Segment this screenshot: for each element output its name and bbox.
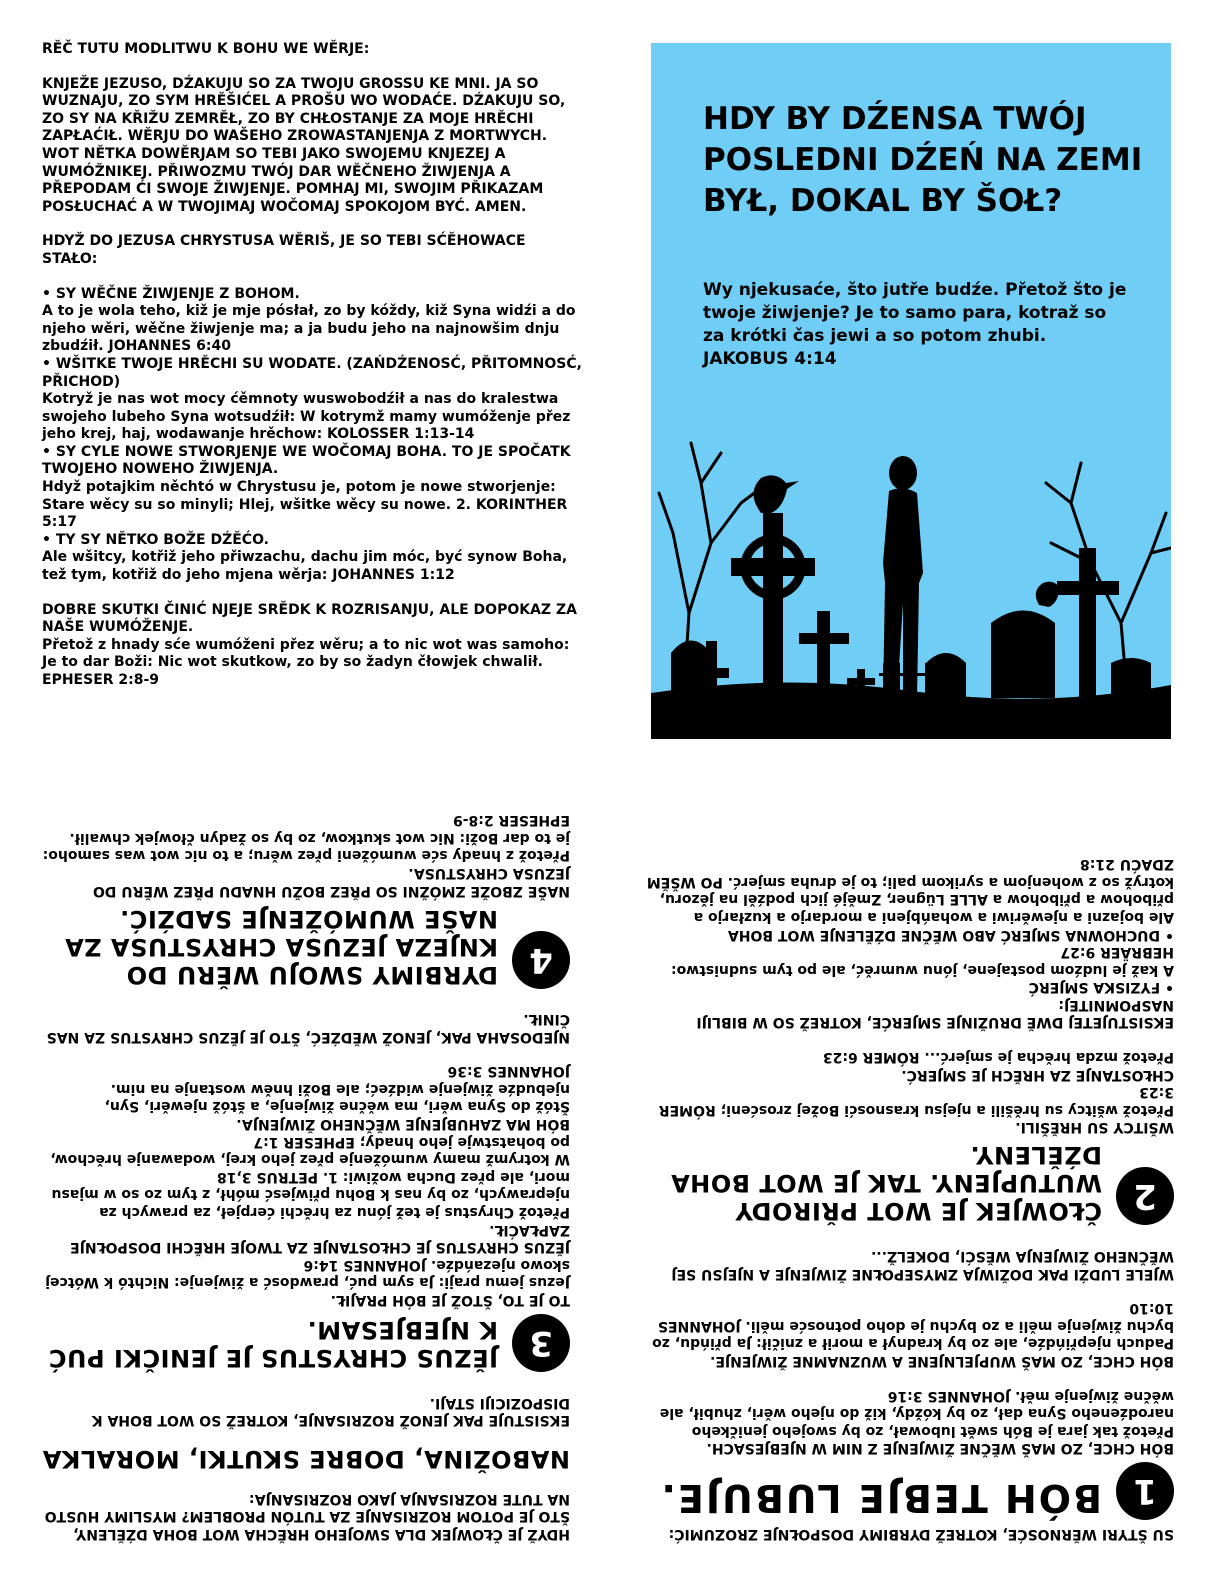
step-title: DYRBIMY SWOJU WĚRU DO KNJEZA JEZUSA CHRYSTUSA ZA NAŠE WUMÓŽENJE SADŹIĆ. xyxy=(64,904,498,989)
step-title: JĚZUS CHRYSTUS JE JENIČKI PUĆ K NJEBJESAM. xyxy=(48,1316,498,1373)
step-4 xyxy=(40,905,570,989)
section-body: Přetož wšitcy su hrěšili a njejsu krasnosći Božej zrosćeni; RÓMER 3:23 xyxy=(658,1084,1174,1118)
intro-heading: HDYŽ JE ČŁOWJEK DLA SWOJEHO HRĚCHA WOT BOHA DŹĚLENY, ŠTO JE POTOM ROZRISANJE ZA TUTÓN PROBLEM? MYSLIMY HUSTO NA TUTE ROZRISANJA JAKO ROZRISANJA: xyxy=(44,1490,570,1542)
graveyard-silhouette xyxy=(651,373,1171,739)
point-head: • WŠITKE TWOJE HRĚCHI SU WODATE. (ZAŃDŹENOSĆ, PŘITOMNOSĆ, PŘICHOD) xyxy=(42,355,582,390)
works-body: Přetož z hnady sće wumóženi přez wěru; a to nic wot was samoho: Je to dar Boži: Nic wot skutkow, zo by so žadyn čłowjek chwalił. EPHESER 2:8-9 xyxy=(42,636,570,688)
point-body: Kotryž je nas wot mocy ćěmnoty wuswobodźił a nas do kralestwa swojeho lubeho Syna wotsudźił: W kotrymž mamy wumóženje přez jeho krej, haj, wodawanje hrěchow: KOLOSSER 1:13-14 xyxy=(42,391,571,443)
section-body: Paduch njepřińdźe, ale zo by kradnył a morił a zničił: Ja přińdu, zo bychu žiwjenje měli a zo bychu je doho potnosće měli. JOHANNES 10:10 xyxy=(652,1300,1174,1352)
solutions-heading: NABOŽINA, DOBRE SKUTKI, MORALKA xyxy=(42,1445,570,1474)
works-heading: DOBRE SKUTKI ČINIĆ NJEJE SRĚDK K ROZRISANJU, ALE DOPOKAZ ZA NAŠE WUMÓŽENJE. xyxy=(42,601,577,636)
section-head: NJEDOSAHA PAK, JENOŽ WĚDŹEĆ, ŠTO JE JĚZUS CHRYSTUS ZA NAS ČINIŁ. xyxy=(46,1011,570,1045)
prayer-heading: RĚČ TUTU MODLITWU K BOHU WE WĚRJE: xyxy=(42,41,370,57)
step-3 xyxy=(40,1314,570,1372)
section-head: CHŁOSTANJE ZA HRĚCH JE SMJERĆ. xyxy=(901,1066,1174,1083)
believe-heading: HDYŽ DO JEZUSA CHRYSTUSA WĚRIŠ, JE SO TEBI SĆĚHOWACE STAŁO: xyxy=(42,233,526,267)
point-head: • SY CYLE NOWE STWORJENJE WE WOČOMAJ BOHA. TO JE SPOČATK TWOJEHO NOWEHO ŽIWJENJA. xyxy=(42,443,571,478)
section-head: TO JE TO, ŠTOŽ JE BÓH PRAJIŁ. xyxy=(330,1292,570,1309)
section-head: EKSISTUJETEJ DWĚ DRUŽINJE SMJERĆE, KOTREŽ SO W BIBLIJI NASPOMNITEJ: xyxy=(696,996,1174,1031)
intro-heading: SU ŠTYRI WĚRNOSĆE, KOTREŽ DYRBIMY DOSPOŁNJE ZROZUMIĆ: xyxy=(668,1526,1174,1542)
point-body: Ale wšitcy, kotřiž jeho přiwzachu, dachu jim móc, być synow Boha, tež tym, kotřiž do jeho mjena wěrja: JOHANNES 1:12 xyxy=(42,549,568,584)
point-body: Hdyž potajkim něchtó w Chrystusu je, potom je nowe stworjenje: Stare wěcy su so minyli; Hlej, wšitke wěcy su nowe. 2. KORINTHER 5:17 xyxy=(42,479,568,531)
section-body: Přetož Chrystus je tež jónu za hrěchi ćerpjeł, za prawych za njeprawych, zo by nas k Bohu přiwjesć móhł, z tym zo so w mjasu mori, ale přez Ducha wožiwi: 1. PETRUS 3,18 xyxy=(51,1168,570,1221)
section-head: WŠITCY SU HRĚŠILI. xyxy=(1015,1119,1174,1136)
section-head: NAŠE ZBOŽE ZMÓŽNI SO PŘEZ BOŽU HNADU PŘEZ WĚRU DO JEZUSA CHRYSTUSA. xyxy=(92,864,570,899)
section-head: • FYZISKA SMJERĆ xyxy=(1028,979,1174,996)
section-body: Přetož mzda hrěcha je smjerć... RÓMER 6:23 xyxy=(822,1049,1174,1066)
section-head: JĚZUS CHRYSTUS JE CHŁOSTANJE ZA TWOJE HRĚCHI DOSPOŁNJE ZAPŁAĆIŁ. xyxy=(70,1221,570,1256)
section-body: Štóž do Syna wěri, ma wěčne žiwjenje, a štóž njewěri, Syn, njebudźe žiwjenje widźeć; ale Boži hněw wostanje na nim. JOHANNES 3:36 xyxy=(104,1063,570,1115)
prayer-text: KNJEŽE JEZUSO, DŹAKUJU SO ZA TWOJU GROSSU KE MNI. JA SO WUZNAJU, ZO SYM HRĚŠIĆEL A PROŠU WO WODAĆE. DŹAKUJU SO, ZO SY NA KŘIŽU ZEMRĚŁ, ZO BY CHŁOSTANJE ZA MOJE HRĚCHI ZAPŁAĆIŁ. WĚRJU DO WAŠEHO ZROWASTANJENJA Z MORTWYCH. WOT NĚTKA DOWĚRJAM SO TEBI JAKO SWOJEMU KNJEZEJ A WUMÓŽNIKEJ. PŘIWOZMU TWÓJ DAR WĚČNEHO ŽIWJENJA A PŘEPODAM ĆI SWOJE ŽIWJENJE. POMHAJ MI, SWOJIM PŘIKAZAM POSŁUCHAĆ A W TWOJIMAJ WOČOMAJ SPOKOJOM BYĆ. AMEN. xyxy=(42,75,566,215)
point-head: • TY SY NĚTKO BOŽE DŹĚĆO. xyxy=(42,531,269,548)
step-title: BÓH TEBJE LUBUJE. xyxy=(659,1476,1102,1521)
section-head: BÓH CHCE, ZO MAŠ WUPJELNJENE A WUZNAMNE ŽIWJENJE. xyxy=(710,1353,1174,1370)
section-body: Přetož z hnady sće wumóženi přez wěru; a to nic wot was samoho: je to dar Boži: Nic wot skutkow, zo by so žadyn čłowjek chwalił. EPHESER 2:8-9 xyxy=(42,812,570,864)
section-head: BÓH CHCE, ZO MAŠ WĚČNE ŽIWJENJE Z NIM W NJEBJESACH. xyxy=(706,1440,1174,1457)
panel-right-content xyxy=(640,855,1174,1542)
section-head: WJELE LUDŹI PAK DOŽIWJA ZMYSEPOŁNE ŽIWJENJE A NJEJSU SEJ WĚČNEHO ŽIWJENJA WĚSĆI, DOKELŽ... xyxy=(671,1248,1174,1282)
cover-panel xyxy=(651,43,1171,739)
intro-body: EKSISTUJE PAK JENOŽ ROZRISANJE, KOTREŽ SO WOT BOHA K DISPOZICIJI STAJI. xyxy=(91,1394,570,1429)
step-number: 1 xyxy=(1116,1462,1174,1520)
step-number: 2 xyxy=(1116,1167,1174,1225)
step-2 xyxy=(640,1141,1174,1225)
cover-subtitle: Wy njekusaće, što jutře budźe. Přetož što je twoje žiwjenje? Je to samo para, kotraž so za krótki čas jewi a so potom zhubi. JAKOBUS 4:14 xyxy=(703,280,1127,369)
point-head: • SY WĚČNE ŽIWJENJE Z BOHOM. xyxy=(42,285,300,302)
point-body: A to je wola teho, kiž je mje pósłał, zo by kóždy, kiž Syna widźi a do njeho wěri, wěčne žiwjenje ma; a ja budu jeho na najnowšim dnju zbudźił. JOHANNES 6:40 xyxy=(42,303,576,355)
cover-title: HDY BY DŹENSA TWÓJ POSLEDNI DŹEŃ NA ZEMI BYŁ, DOKAL BY ŠOŁ? xyxy=(703,101,1143,219)
step-title: ČŁOWJEK JE WOT PŘIRODY WUTUPJENY. TAK JE WOT BOHA DŹĚLENY. xyxy=(670,1141,1102,1226)
section-body: Přetož tak jara je Bóh swět lubował, zo by swojeho jeničkeho narodźeneho Syna dał, zo by kóždy, kiž do njeho wěri, zhubił, ale wěčne žiwjenje měł. JOHANNES 3:16 xyxy=(659,1387,1174,1439)
panel-steps-1-2 xyxy=(640,782,1174,1542)
panel-steps-3-4 xyxy=(40,782,570,1542)
step-number: 3 xyxy=(512,1314,570,1372)
step-1 xyxy=(640,1462,1174,1520)
section-body: Ale bojazni a njewěriwi a wohańbjeni a mordarjo a kuzłarjo a přibohow a přibohow a ALLE Lügner, Změjé jich podźěl na jězoru, kotryž so z wohenjom a syrikom pali; to je druha smjerć. PO WŠĚM ZDAĆU 21:8 xyxy=(646,856,1174,925)
section-body: Jezus jemu praji: Ja sym puć, prawdosć a žiwjenje: Nichtó k Wótcej skowo njezańdźe. JOHANNES 14:6 xyxy=(45,1256,570,1291)
section-head: • DUCHOWNA SMJERĆ ABO WĚČNE DŹĚLENJE WOT BOHA xyxy=(727,926,1174,943)
step-number: 4 xyxy=(512,931,570,989)
prayer-column xyxy=(42,41,582,690)
section-body: A kaž je ludźom postajene, jónu wumrěć, ale po tym sudnistwo: HEBRÄER 9:27 xyxy=(670,944,1174,978)
section-head: BÓH MA ZAHUBJENJE WĚČNEHO ŽIWJENJA. xyxy=(236,1116,570,1133)
panel-left-content xyxy=(40,811,570,1542)
section-body: W kotrymž mamy wumóženje přez jeho krej, wodawanje hrěchow, po bohatstwje jeho hnady; EPHESER 1:7 xyxy=(50,1133,570,1168)
